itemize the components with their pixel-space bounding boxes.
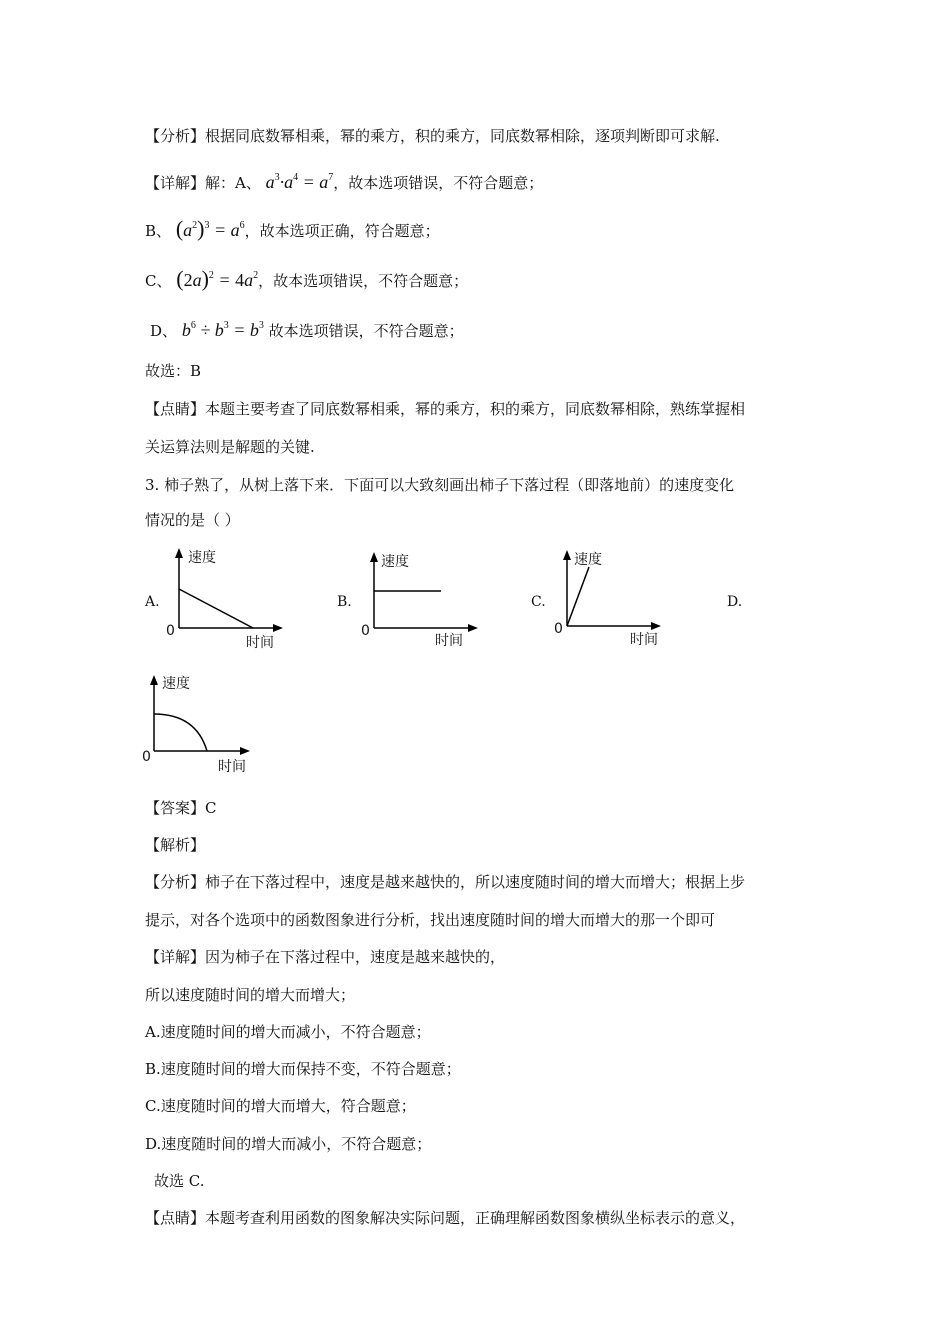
choice-1: 故选：B: [145, 362, 202, 380]
x-axis-arrow: [651, 622, 661, 630]
item-a: A.速度随时间的增大而减小，不符合题意；: [145, 1023, 431, 1041]
origin-label: 0: [554, 621, 563, 637]
x-axis-arrow: [273, 624, 283, 632]
detail-line-b: [145, 216, 440, 241]
graph-b: [355, 545, 485, 655]
formula-d: $b^6 \div b^3 = b^3$: [181, 320, 264, 340]
detail-2-line-2: 所以速度随时间的增大而增大；: [145, 986, 356, 1004]
question-3-line-1: 3. 柿子熟了，从树上落下来．下面可以大致刻画出柿子下落过程（即落地前）的速度变化: [145, 476, 735, 494]
option-d-prefix: D、: [150, 322, 178, 340]
detail-line-c: [145, 266, 468, 291]
comment-tag: 【点睛】: [145, 400, 206, 418]
answer-line: 【答案】C: [145, 799, 217, 817]
item-d: D.速度随时间的增大而减小，不符合题意；: [145, 1135, 432, 1153]
comment-line-1: [145, 399, 745, 419]
analysis-tag: 【分析】: [145, 127, 206, 145]
option-c-prefix: C、: [145, 272, 172, 290]
graph-d: [140, 667, 270, 777]
item-b: B.速度随时间的增大而保持不变，不符合题意；: [145, 1060, 461, 1078]
analysis-2-tag: 【分析】: [145, 873, 206, 891]
item-c: C.速度随时间的增大而增大，符合题意；: [145, 1097, 416, 1115]
analysis-2-line-2: 提示，对各个选项中的函数图象进行分析，找出速度随时间的增大而增大的那一个即可: [145, 911, 716, 929]
detail-line-d: [150, 316, 464, 341]
x-axis-label: 时间: [218, 759, 246, 775]
detail-2-tag: 【详解】: [145, 948, 206, 966]
y-axis-label: 速度: [188, 550, 216, 566]
x-axis-label: 时间: [630, 632, 658, 648]
comment-text-1: 本题主要考查了同底数幂相乘，幂的乘方，积的乘方，同底数幂相除，熟练掌握相: [205, 400, 746, 418]
choice-2: 故选 C.: [154, 1172, 205, 1190]
graph-option-b-letter: B.: [337, 594, 352, 610]
y-axis-arrow: [370, 552, 378, 562]
x-axis-label: 时间: [246, 635, 274, 651]
comment-2-tag: 【点睛】: [145, 1209, 206, 1227]
analysis-line: [145, 126, 720, 146]
speed-curve: [154, 714, 207, 751]
x-axis-arrow: [468, 624, 478, 632]
detail-tag: 【详解】: [145, 174, 206, 192]
graph-a: [160, 545, 290, 655]
y-axis-arrow: [150, 675, 158, 685]
option-c-suffix: ，故本选项错误，不符合题意；: [258, 272, 469, 290]
detail-2-text-1: 因为柿子在下落过程中，速度是越来越快的，: [205, 948, 506, 966]
analysis-2-line-1: [145, 872, 745, 892]
x-axis-label: 时间: [435, 633, 463, 649]
y-axis-arrow: [175, 548, 183, 558]
comment-line-2: 关运算法则是解题的关键.: [145, 438, 315, 456]
y-axis-label: 速度: [162, 676, 190, 692]
y-axis-label: 速度: [574, 552, 602, 568]
detail-prefix: 解：A、: [205, 174, 261, 192]
origin-label: 0: [361, 623, 370, 639]
formula-b: $(a^2)^3 = a^6$: [175, 216, 245, 241]
comment-2-text: 本题考查利用函数的图象解决实际问题，正确理解函数图象横纵坐标表示的意义，: [205, 1209, 746, 1227]
detail-a-suffix: ，故本选项错误，不符合题意；: [333, 174, 544, 192]
question-3-line-2: 情况的是（ ）: [145, 511, 240, 529]
detail-2-line-1: [145, 947, 505, 967]
formula-c: $(2a)^2 = 4a^2$: [176, 266, 259, 291]
y-axis-label: 速度: [381, 554, 409, 570]
graph-option-c-letter: C.: [531, 594, 546, 610]
y-axis-arrow: [563, 550, 571, 560]
analysis-2-text-1: 柿子在下落过程中，速度是越来越快的，所以速度随时间的增大而增大；根据上步: [205, 873, 746, 891]
analysis-text: 根据同底数幂相乘，幂的乘方，积的乘方，同底数幂相除，逐项判断即可求解.: [205, 127, 720, 145]
origin-label: 0: [166, 623, 175, 639]
origin-label: 0: [142, 749, 151, 765]
speed-line: [567, 567, 589, 626]
option-b-suffix: ，故本选项正确，符合题意；: [244, 222, 440, 240]
option-b-prefix: B、: [145, 222, 172, 240]
graph-option-a-letter: A.: [145, 594, 160, 610]
graph-c: [550, 545, 680, 655]
graph-option-d-letter: D.: [727, 594, 743, 610]
formula-a: $a^3\cdot a^4 = a^7$: [265, 172, 334, 192]
comment-2-line: [145, 1208, 745, 1228]
option-d-suffix: 故本选项错误，不符合题意；: [268, 322, 464, 340]
x-axis-arrow: [240, 747, 250, 755]
speed-line: [179, 589, 253, 628]
detail-line-a: [145, 168, 543, 193]
jiexi-line: 【解析】: [145, 836, 206, 854]
